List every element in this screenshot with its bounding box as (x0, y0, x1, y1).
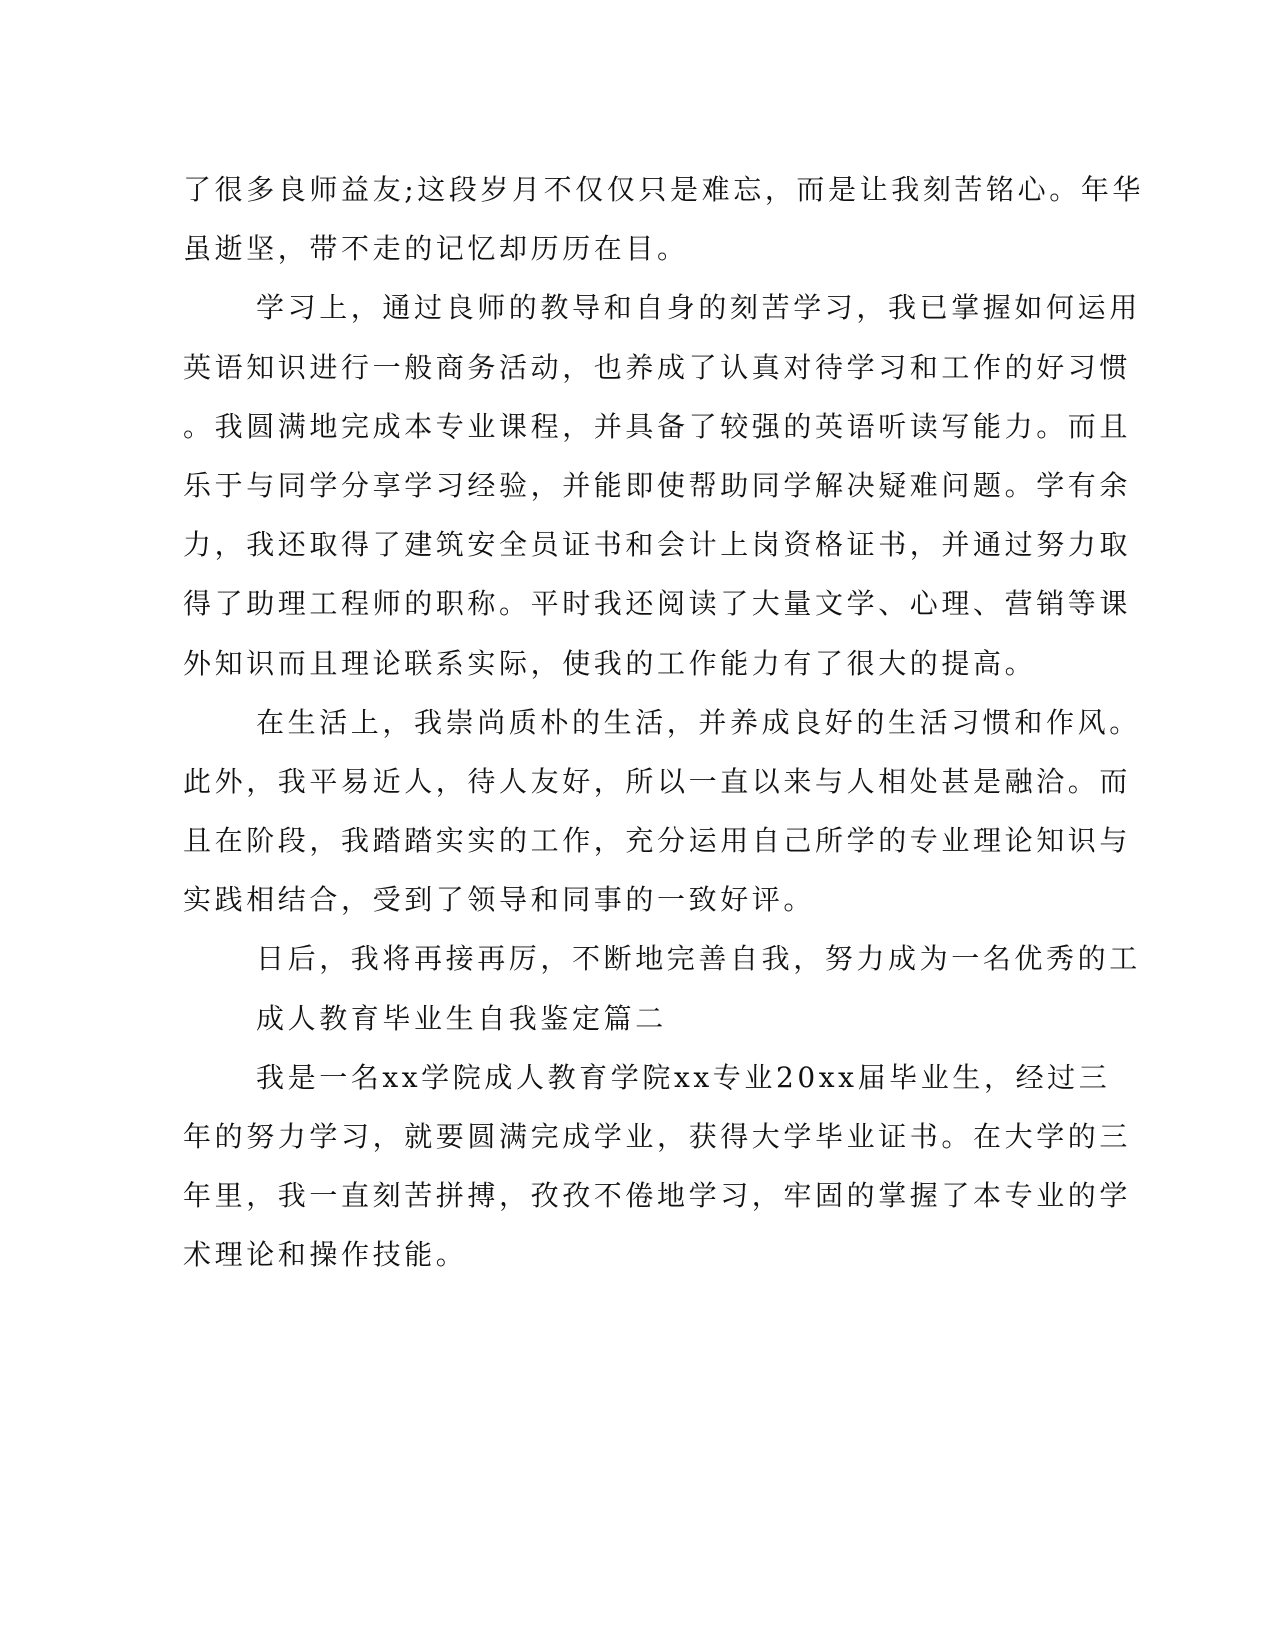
text-line: 我是一名xx学院成人教育学院xx专业20xx届毕业生，经过三 (256, 1060, 1111, 1094)
paragraph-future (183, 929, 1141, 988)
text-line: 英语知识进行一般商务活动，也养成了认真对待学习和工作的好习惯 (183, 350, 1132, 384)
text-line: 乐于与同学分享学习经验，并能即使帮助同学解决疑难问题。学有余 (183, 468, 1132, 502)
text-line: 了很多良师益友;这段岁月不仅仅只是难忘，而是让我刻苦铭心。年华 (183, 173, 1145, 206)
text-line: 学习上，通过良师的教导和自身的刻苦学习，我已掌握如何运用 (256, 291, 1141, 325)
section-heading (183, 989, 1063, 1048)
paragraph-part-two (183, 1048, 1132, 1285)
text-line: 外知识而且理论联系实际，使我的工作能力有了很大的提高。 (183, 646, 1037, 680)
text-line: 实践相结合，受到了领导和同事的一致好评。 (183, 883, 816, 917)
paragraph-study (183, 278, 1141, 692)
text-line: 在生活上，我崇尚质朴的生活，并养成良好的生活习惯和作风。 (256, 705, 1141, 739)
text-line: 得了助理工程师的职称。平时我还阅读了大量文学、心理、营销等课 (183, 587, 1132, 621)
text-line: 年里，我一直刻苦拼搏，孜孜不倦地学习，牢固的掌握了本专业的学 (183, 1179, 1132, 1213)
text-line: 年的努力学习，就要圆满完成学业，获得大学毕业证书。在大学的三 (183, 1120, 1132, 1153)
text-line: 且在阶段，我踏踏实实的工作，充分运用自己所学的专业理论知识与 (183, 824, 1132, 858)
text-line: 。我圆满地完成本专业课程，并具备了较强的英语听读写能力。而且 (183, 409, 1132, 443)
text-line: 此外，我平易近人，待人友好，所以一直以来与人相处甚是融洽。而 (183, 764, 1132, 798)
text-line: 虽逝坚，带不走的记忆却历历在目。 (183, 232, 689, 266)
text-line: 日后，我将再接再厉，不断地完善自我，努力成为一名优秀的工 (256, 942, 1141, 976)
paragraph-life (183, 693, 1141, 930)
document-body (183, 160, 1145, 1285)
text-line: 力，我还取得了建筑安全员证书和会计上岗资格证书，并通过努力取 (183, 528, 1132, 562)
paragraph-intro-continuation (183, 160, 1145, 278)
text-line: 术理论和操作技能。 (183, 1238, 468, 1272)
heading-text: 成人教育毕业生自我鉴定篇二 (256, 1001, 667, 1035)
